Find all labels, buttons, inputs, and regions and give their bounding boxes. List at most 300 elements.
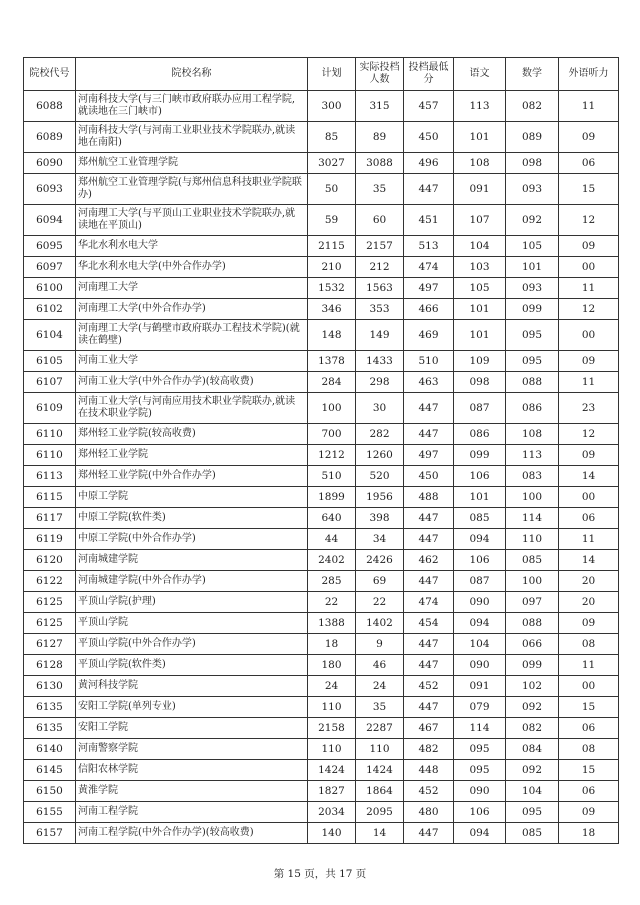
cell-plan: 346 xyxy=(308,299,356,320)
cell-listening: 18 xyxy=(559,823,619,844)
cell-actual: 1260 xyxy=(356,445,404,466)
cell-chinese: 087 xyxy=(454,393,506,424)
cell-math: 093 xyxy=(506,278,559,299)
cell-math: 084 xyxy=(506,739,559,760)
cell-name: 平顶山学院(护理) xyxy=(76,592,308,613)
cell-min-score: 457 xyxy=(404,91,454,122)
cell-actual: 89 xyxy=(356,122,404,153)
cell-actual: 2287 xyxy=(356,718,404,739)
cell-chinese: 090 xyxy=(454,655,506,676)
cell-listening: 06 xyxy=(559,153,619,174)
cell-name: 华北水利水电大学 xyxy=(76,236,308,257)
cell-actual: 1563 xyxy=(356,278,404,299)
cell-chinese: 113 xyxy=(454,91,506,122)
table-row xyxy=(24,487,619,508)
cell-code: 6113 xyxy=(24,466,76,487)
cell-math: 092 xyxy=(506,697,559,718)
cell-chinese: 101 xyxy=(454,487,506,508)
cell-listening: 09 xyxy=(559,236,619,257)
cell-name: 河南理工大学 xyxy=(76,278,308,299)
cell-actual: 34 xyxy=(356,529,404,550)
cell-listening: 15 xyxy=(559,174,619,205)
cell-math: 108 xyxy=(506,424,559,445)
cell-listening: 06 xyxy=(559,781,619,802)
cell-min-score: 452 xyxy=(404,676,454,697)
cell-code: 6135 xyxy=(24,697,76,718)
cell-code: 6089 xyxy=(24,122,76,153)
cell-min-score: 447 xyxy=(404,634,454,655)
cell-math: 092 xyxy=(506,760,559,781)
cell-chinese: 099 xyxy=(454,445,506,466)
cell-code: 6107 xyxy=(24,372,76,393)
cell-code: 6100 xyxy=(24,278,76,299)
cell-math: 098 xyxy=(506,153,559,174)
cell-actual: 2095 xyxy=(356,802,404,823)
cell-name: 河南工程学院 xyxy=(76,802,308,823)
cell-name: 河南城建学院(中外合作办学) xyxy=(76,571,308,592)
cell-name: 河南工程学院(中外合作办学)(较高收费) xyxy=(76,823,308,844)
table-row xyxy=(24,571,619,592)
cell-listening: 11 xyxy=(559,529,619,550)
cell-listening: 00 xyxy=(559,487,619,508)
cell-chinese: 079 xyxy=(454,697,506,718)
cell-chinese: 095 xyxy=(454,760,506,781)
cell-code: 6104 xyxy=(24,320,76,351)
cell-chinese: 101 xyxy=(454,122,506,153)
cell-actual: 149 xyxy=(356,320,404,351)
cell-chinese: 101 xyxy=(454,320,506,351)
cell-math: 088 xyxy=(506,613,559,634)
cell-plan: 44 xyxy=(308,529,356,550)
cell-math: 099 xyxy=(506,655,559,676)
cell-min-score: 447 xyxy=(404,655,454,676)
header-min-score: 投档最低分 xyxy=(404,58,454,91)
cell-name: 郑州航空工业管理学院 xyxy=(76,153,308,174)
cell-min-score: 454 xyxy=(404,613,454,634)
cell-actual: 3088 xyxy=(356,153,404,174)
cell-chinese: 086 xyxy=(454,424,506,445)
cell-math: 114 xyxy=(506,508,559,529)
cell-math: 095 xyxy=(506,802,559,823)
cell-actual: 60 xyxy=(356,205,404,236)
cell-name: 河南工业大学(中外合作办学)(较高收费) xyxy=(76,372,308,393)
cell-chinese: 101 xyxy=(454,299,506,320)
table-row xyxy=(24,320,619,351)
table-header-row xyxy=(24,58,619,91)
cell-plan: 180 xyxy=(308,655,356,676)
cell-actual: 110 xyxy=(356,739,404,760)
cell-actual: 24 xyxy=(356,676,404,697)
cell-name: 郑州轻工业学院(中外合作办学) xyxy=(76,466,308,487)
cell-chinese: 105 xyxy=(454,278,506,299)
cell-actual: 1424 xyxy=(356,760,404,781)
cell-actual: 69 xyxy=(356,571,404,592)
table-row xyxy=(24,718,619,739)
cell-actual: 212 xyxy=(356,257,404,278)
cell-plan: 1532 xyxy=(308,278,356,299)
cell-actual: 35 xyxy=(356,697,404,718)
cell-listening: 14 xyxy=(559,550,619,571)
cell-code: 6088 xyxy=(24,91,76,122)
cell-code: 6110 xyxy=(24,445,76,466)
cell-code: 6119 xyxy=(24,529,76,550)
cell-code: 6117 xyxy=(24,508,76,529)
cell-min-score: 450 xyxy=(404,122,454,153)
cell-actual: 398 xyxy=(356,508,404,529)
cell-min-score: 482 xyxy=(404,739,454,760)
cell-name: 河南科技大学(与河南工业职业技术学院联办,就读地在南阳) xyxy=(76,122,308,153)
cell-plan: 285 xyxy=(308,571,356,592)
cell-math: 105 xyxy=(506,236,559,257)
cell-min-score: 474 xyxy=(404,592,454,613)
cell-code: 6125 xyxy=(24,592,76,613)
cell-name: 郑州航空工业管理学院(与郑州信息科技职业学院联办) xyxy=(76,174,308,205)
cell-min-score: 463 xyxy=(404,372,454,393)
cell-listening: 11 xyxy=(559,91,619,122)
cell-code: 6094 xyxy=(24,205,76,236)
cell-min-score: 497 xyxy=(404,278,454,299)
cell-name: 中原工学院(中外合作办学) xyxy=(76,529,308,550)
cell-plan: 1424 xyxy=(308,760,356,781)
cell-name: 中原工学院(软件类) xyxy=(76,508,308,529)
cell-listening: 11 xyxy=(559,372,619,393)
cell-math: 100 xyxy=(506,487,559,508)
cell-code: 6145 xyxy=(24,760,76,781)
cell-chinese: 087 xyxy=(454,571,506,592)
cell-min-score: 467 xyxy=(404,718,454,739)
page-footer: 第 15 页，共 17 页 xyxy=(273,868,367,880)
cell-math: 085 xyxy=(506,823,559,844)
cell-name: 信阳农林学院 xyxy=(76,760,308,781)
cell-plan: 18 xyxy=(308,634,356,655)
table-row xyxy=(24,257,619,278)
cell-math: 085 xyxy=(506,550,559,571)
cell-plan: 3027 xyxy=(308,153,356,174)
table-row xyxy=(24,739,619,760)
header-name: 院校名称 xyxy=(76,58,308,91)
cell-code: 6140 xyxy=(24,739,76,760)
cell-listening: 06 xyxy=(559,718,619,739)
header-actual: 实际投档人数 xyxy=(356,58,404,91)
cell-listening: 00 xyxy=(559,676,619,697)
cell-code: 6090 xyxy=(24,153,76,174)
table-row xyxy=(24,278,619,299)
cell-plan: 2034 xyxy=(308,802,356,823)
header-math: 数学 xyxy=(506,58,559,91)
table-row xyxy=(24,393,619,424)
cell-code: 6097 xyxy=(24,257,76,278)
table-row xyxy=(24,781,619,802)
cell-name: 河南警察学院 xyxy=(76,739,308,760)
cell-chinese: 085 xyxy=(454,508,506,529)
cell-code: 6155 xyxy=(24,802,76,823)
cell-actual: 2426 xyxy=(356,550,404,571)
cell-chinese: 090 xyxy=(454,781,506,802)
cell-plan: 1899 xyxy=(308,487,356,508)
cell-min-score: 448 xyxy=(404,760,454,781)
table-row xyxy=(24,445,619,466)
table-row xyxy=(24,466,619,487)
cell-math: 089 xyxy=(506,122,559,153)
table-row xyxy=(24,613,619,634)
cell-chinese: 104 xyxy=(454,634,506,655)
cell-actual: 1956 xyxy=(356,487,404,508)
table-row xyxy=(24,299,619,320)
cell-code: 6130 xyxy=(24,676,76,697)
cell-math: 099 xyxy=(506,299,559,320)
cell-plan: 2402 xyxy=(308,550,356,571)
cell-actual: 1864 xyxy=(356,781,404,802)
cell-listening: 06 xyxy=(559,508,619,529)
table-row xyxy=(24,550,619,571)
cell-plan: 140 xyxy=(308,823,356,844)
cell-plan: 2115 xyxy=(308,236,356,257)
cell-name: 河南城建学院 xyxy=(76,550,308,571)
cell-min-score: 447 xyxy=(404,823,454,844)
cell-actual: 315 xyxy=(356,91,404,122)
cell-code: 6128 xyxy=(24,655,76,676)
cell-actual: 353 xyxy=(356,299,404,320)
cell-chinese: 094 xyxy=(454,613,506,634)
cell-code: 6115 xyxy=(24,487,76,508)
cell-name: 郑州轻工业学院 xyxy=(76,445,308,466)
cell-code: 6110 xyxy=(24,424,76,445)
table-row xyxy=(24,802,619,823)
cell-plan: 24 xyxy=(308,676,356,697)
cell-listening: 08 xyxy=(559,739,619,760)
cell-name: 平顶山学院(中外合作办学) xyxy=(76,634,308,655)
cell-min-score: 469 xyxy=(404,320,454,351)
cell-math: 113 xyxy=(506,445,559,466)
table-row xyxy=(24,424,619,445)
cell-listening: 11 xyxy=(559,278,619,299)
cell-min-score: 466 xyxy=(404,299,454,320)
cell-math: 082 xyxy=(506,91,559,122)
cell-listening: 12 xyxy=(559,424,619,445)
table-row xyxy=(24,351,619,372)
cell-plan: 22 xyxy=(308,592,356,613)
cell-name: 河南科技大学(与三门峡市政府联办应用工程学院,就读地在三门峡市) xyxy=(76,91,308,122)
cell-listening: 09 xyxy=(559,351,619,372)
cell-chinese: 106 xyxy=(454,466,506,487)
cell-listening: 12 xyxy=(559,299,619,320)
cell-chinese: 090 xyxy=(454,592,506,613)
table-row xyxy=(24,529,619,550)
cell-listening: 12 xyxy=(559,205,619,236)
cell-math: 095 xyxy=(506,320,559,351)
table-row xyxy=(24,592,619,613)
cell-actual: 46 xyxy=(356,655,404,676)
cell-name: 河南工业大学(与河南应用技术职业学院联办,就读在技术职业学院) xyxy=(76,393,308,424)
cell-listening: 09 xyxy=(559,445,619,466)
cell-plan: 100 xyxy=(308,393,356,424)
cell-code: 6095 xyxy=(24,236,76,257)
cell-min-score: 497 xyxy=(404,445,454,466)
cell-actual: 520 xyxy=(356,466,404,487)
cell-code: 6125 xyxy=(24,613,76,634)
cell-plan: 640 xyxy=(308,508,356,529)
cell-chinese: 114 xyxy=(454,718,506,739)
cell-plan: 50 xyxy=(308,174,356,205)
cell-listening: 20 xyxy=(559,571,619,592)
cell-chinese: 098 xyxy=(454,372,506,393)
cell-math: 083 xyxy=(506,466,559,487)
cell-actual: 30 xyxy=(356,393,404,424)
table-row xyxy=(24,174,619,205)
cell-plan: 700 xyxy=(308,424,356,445)
cell-name: 华北水利水电大学(中外合作办学) xyxy=(76,257,308,278)
cell-min-score: 447 xyxy=(404,393,454,424)
cell-plan: 110 xyxy=(308,697,356,718)
table-row xyxy=(24,760,619,781)
cell-actual: 1433 xyxy=(356,351,404,372)
cell-name: 安阳工学院(单列专业) xyxy=(76,697,308,718)
cell-math: 102 xyxy=(506,676,559,697)
cell-code: 6109 xyxy=(24,393,76,424)
cell-math: 082 xyxy=(506,718,559,739)
table-row xyxy=(24,655,619,676)
table-row xyxy=(24,153,619,174)
cell-listening: 14 xyxy=(559,466,619,487)
cell-plan: 284 xyxy=(308,372,356,393)
cell-plan: 210 xyxy=(308,257,356,278)
cell-math: 093 xyxy=(506,174,559,205)
table-row xyxy=(24,823,619,844)
header-listening: 外语听力 xyxy=(559,58,619,91)
cell-math: 095 xyxy=(506,351,559,372)
cell-chinese: 094 xyxy=(454,529,506,550)
cell-chinese: 104 xyxy=(454,236,506,257)
cell-name: 河南理工大学(与平顶山工业职业技术学院联办,就读地在平顶山) xyxy=(76,205,308,236)
cell-chinese: 109 xyxy=(454,351,506,372)
cell-min-score: 496 xyxy=(404,153,454,174)
cell-math: 110 xyxy=(506,529,559,550)
cell-listening: 15 xyxy=(559,760,619,781)
cell-listening: 09 xyxy=(559,613,619,634)
cell-min-score: 462 xyxy=(404,550,454,571)
cell-actual: 282 xyxy=(356,424,404,445)
cell-chinese: 094 xyxy=(454,823,506,844)
cell-listening: 23 xyxy=(559,393,619,424)
cell-listening: 00 xyxy=(559,257,619,278)
cell-code: 6127 xyxy=(24,634,76,655)
cell-name: 黄淮学院 xyxy=(76,781,308,802)
cell-chinese: 106 xyxy=(454,802,506,823)
cell-min-score: 488 xyxy=(404,487,454,508)
cell-min-score: 451 xyxy=(404,205,454,236)
cell-code: 6122 xyxy=(24,571,76,592)
cell-math: 101 xyxy=(506,257,559,278)
cell-min-score: 450 xyxy=(404,466,454,487)
cell-chinese: 106 xyxy=(454,550,506,571)
cell-chinese: 095 xyxy=(454,739,506,760)
cell-plan: 110 xyxy=(308,739,356,760)
cell-plan: 510 xyxy=(308,466,356,487)
table-row xyxy=(24,676,619,697)
cell-name: 河南理工大学(中外合作办学) xyxy=(76,299,308,320)
cell-listening: 20 xyxy=(559,592,619,613)
cell-math: 066 xyxy=(506,634,559,655)
cell-actual: 1402 xyxy=(356,613,404,634)
cell-chinese: 091 xyxy=(454,174,506,205)
cell-name: 郑州轻工业学院(较高收费) xyxy=(76,424,308,445)
table-row xyxy=(24,205,619,236)
cell-name: 安阳工学院 xyxy=(76,718,308,739)
cell-min-score: 447 xyxy=(404,529,454,550)
cell-actual: 35 xyxy=(356,174,404,205)
table-row xyxy=(24,634,619,655)
header-code: 院校代号 xyxy=(24,58,76,91)
cell-code: 6105 xyxy=(24,351,76,372)
cell-listening: 11 xyxy=(559,655,619,676)
cell-actual: 22 xyxy=(356,592,404,613)
cell-chinese: 108 xyxy=(454,153,506,174)
cell-min-score: 474 xyxy=(404,257,454,278)
cell-math: 104 xyxy=(506,781,559,802)
header-plan: 计划 xyxy=(308,58,356,91)
cell-math: 092 xyxy=(506,205,559,236)
cell-name: 中原工学院 xyxy=(76,487,308,508)
cell-min-score: 480 xyxy=(404,802,454,823)
cell-math: 088 xyxy=(506,372,559,393)
cell-plan: 85 xyxy=(308,122,356,153)
cell-plan: 300 xyxy=(308,91,356,122)
cell-actual: 14 xyxy=(356,823,404,844)
table-row xyxy=(24,91,619,122)
cell-name: 河南理工大学(与鹤壁市政府联办工程技术学院)(就读在鹤壁) xyxy=(76,320,308,351)
cell-actual: 298 xyxy=(356,372,404,393)
cell-code: 6135 xyxy=(24,718,76,739)
cell-code: 6102 xyxy=(24,299,76,320)
table-row xyxy=(24,236,619,257)
cell-math: 086 xyxy=(506,393,559,424)
cell-name: 黄河科技学院 xyxy=(76,676,308,697)
cell-min-score: 447 xyxy=(404,174,454,205)
cell-min-score: 513 xyxy=(404,236,454,257)
table-row xyxy=(24,697,619,718)
cell-listening: 15 xyxy=(559,697,619,718)
cell-code: 6120 xyxy=(24,550,76,571)
cell-listening: 08 xyxy=(559,634,619,655)
cell-listening: 09 xyxy=(559,122,619,153)
cell-plan: 1212 xyxy=(308,445,356,466)
cell-code: 6093 xyxy=(24,174,76,205)
cell-code: 6157 xyxy=(24,823,76,844)
cell-name: 河南工业大学 xyxy=(76,351,308,372)
table-row xyxy=(24,508,619,529)
cell-min-score: 452 xyxy=(404,781,454,802)
cell-min-score: 447 xyxy=(404,508,454,529)
cell-actual: 9 xyxy=(356,634,404,655)
cell-plan: 1388 xyxy=(308,613,356,634)
cell-chinese: 091 xyxy=(454,676,506,697)
admission-score-table xyxy=(23,57,619,844)
cell-min-score: 447 xyxy=(404,697,454,718)
cell-plan: 1378 xyxy=(308,351,356,372)
cell-listening: 00 xyxy=(559,320,619,351)
cell-min-score: 510 xyxy=(404,351,454,372)
cell-min-score: 447 xyxy=(404,424,454,445)
cell-plan: 148 xyxy=(308,320,356,351)
table-row xyxy=(24,122,619,153)
cell-listening: 09 xyxy=(559,802,619,823)
cell-code: 6150 xyxy=(24,781,76,802)
cell-min-score: 447 xyxy=(404,571,454,592)
cell-chinese: 107 xyxy=(454,205,506,236)
cell-actual: 2157 xyxy=(356,236,404,257)
header-chinese: 语文 xyxy=(454,58,506,91)
cell-name: 平顶山学院 xyxy=(76,613,308,634)
